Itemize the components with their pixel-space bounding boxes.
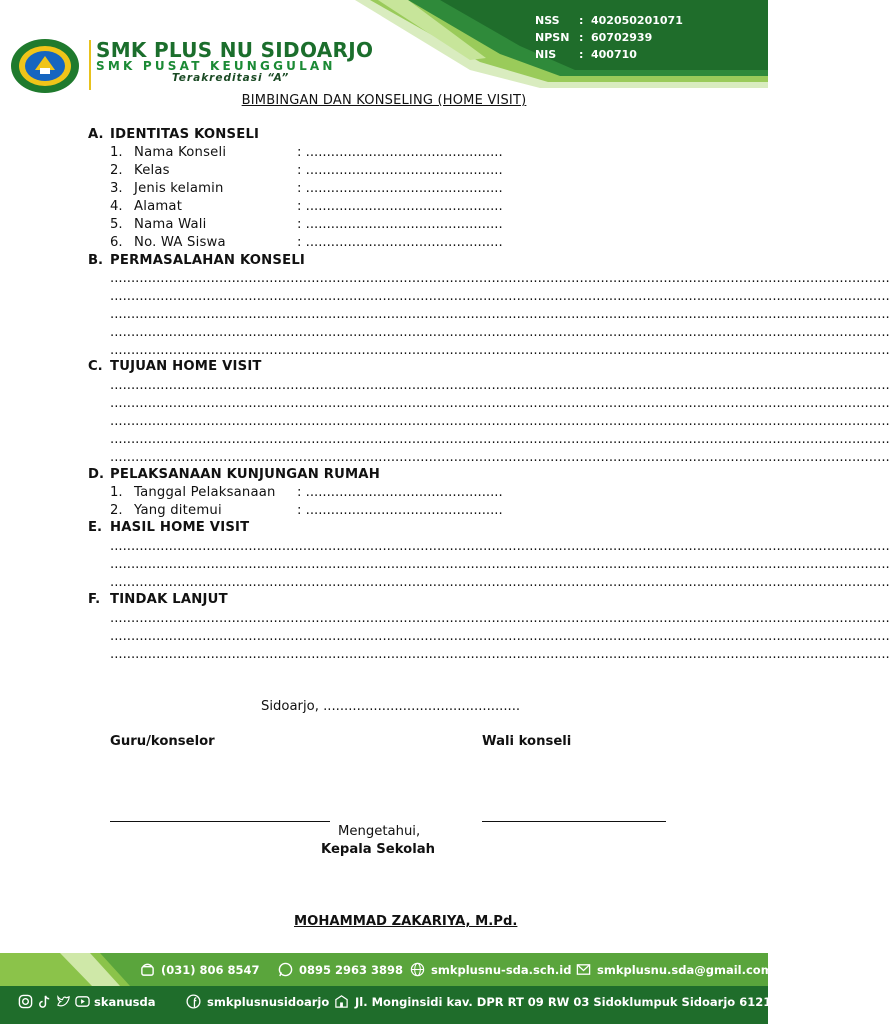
field-label-nama-wali: Nama Wali bbox=[134, 217, 207, 232]
field-label-alamat: Alamat bbox=[134, 199, 183, 214]
school-logo bbox=[10, 38, 80, 94]
id-row-nss: NSS : 402050201071 bbox=[535, 14, 683, 27]
youtube-icon bbox=[75, 994, 90, 1009]
item-number: 3. bbox=[110, 181, 123, 196]
section-f-letter: F. bbox=[88, 592, 101, 607]
item-number: 2. bbox=[110, 503, 123, 518]
field-label-tanggal-pelaksanaan: Tanggal Pelaksanaan bbox=[134, 485, 276, 500]
guardian-role-label: Wali konseli bbox=[482, 734, 572, 749]
counselor-signature-line[interactable] bbox=[110, 821, 330, 822]
field-label-no-wa-siswa: No. WA Siswa bbox=[134, 235, 226, 250]
writing-line[interactable]: .......................................................................................................................................................................................... bbox=[110, 307, 890, 322]
id-value: 400710 bbox=[591, 48, 637, 61]
writing-line[interactable]: .......................................................................................................................................................................................... bbox=[110, 396, 890, 411]
writing-line[interactable]: .......................................................................................................................................................................................... bbox=[110, 647, 890, 662]
footer-email[interactable] bbox=[576, 962, 773, 977]
footer-address-text: Jl. Monginsidi kav. DPR RT 09 RW 03 Sidoklumpuk Sidoarjo 61218 bbox=[355, 994, 780, 1009]
header-divider bbox=[89, 40, 91, 90]
id-label: NPSN bbox=[535, 31, 570, 44]
section-c-letter: C. bbox=[88, 359, 103, 374]
section-c-heading: TUJUAN HOME VISIT bbox=[110, 359, 262, 374]
item-number: 1. bbox=[110, 485, 123, 500]
acknowledged-label: Mengetahui, bbox=[338, 824, 421, 839]
field-blank-alamat[interactable]: : ............................................... bbox=[297, 199, 503, 214]
footer-website[interactable] bbox=[410, 962, 571, 977]
field-blank-nama-wali[interactable]: : ............................................... bbox=[297, 217, 503, 232]
id-row-npsn: NPSN : 60702939 bbox=[535, 31, 653, 44]
counselor-role-label: Guru/konselor bbox=[110, 734, 215, 749]
section-e-letter: E. bbox=[88, 520, 103, 535]
footer-social-handle: skanusda bbox=[94, 994, 156, 1009]
writing-line[interactable]: .......................................................................................................................................................................................... bbox=[110, 271, 890, 286]
section-f-heading: TINDAK LANJUT bbox=[110, 592, 228, 607]
school-name: SMK PLUS NU SIDOARJO bbox=[96, 38, 374, 62]
writing-line[interactable]: .......................................................................................................................................................................................... bbox=[110, 450, 890, 465]
writing-line[interactable]: .......................................................................................................................................................................................... bbox=[110, 432, 890, 447]
writing-line[interactable]: .......................................................................................................................................................................................... bbox=[110, 325, 890, 340]
footer-website-text: smkplusnu-sda.sch.id bbox=[431, 962, 572, 977]
writing-line[interactable]: .......................................................................................................................................................................................... bbox=[110, 611, 890, 626]
writing-line[interactable]: .......................................................................................................................................................................................... bbox=[110, 539, 890, 554]
id-value: 60702939 bbox=[591, 31, 653, 44]
field-label-jenis-kelamin: Jenis kelamin bbox=[134, 181, 224, 196]
mail-icon bbox=[576, 962, 591, 977]
section-b-letter: B. bbox=[88, 253, 104, 268]
writing-line[interactable]: .......................................................................................................................................................................................... bbox=[110, 629, 890, 644]
section-d-letter: D. bbox=[88, 467, 104, 482]
item-number: 4. bbox=[110, 199, 123, 214]
field-label-kelas: Kelas bbox=[134, 163, 170, 178]
accreditation-label: Terakreditasi “A” bbox=[172, 72, 290, 84]
id-value: 402050201071 bbox=[591, 14, 683, 27]
letterhead-footer bbox=[0, 953, 780, 1024]
footer-email-text: smkplusnu.sda@gmail.com bbox=[597, 962, 773, 977]
footer-phone[interactable] bbox=[140, 962, 260, 977]
writing-line[interactable]: .......................................................................................................................................................................................... bbox=[110, 289, 890, 304]
guardian-signature-line[interactable] bbox=[482, 821, 666, 822]
section-d-heading: PELAKSANAAN KUNJUNGAN RUMAH bbox=[110, 467, 380, 482]
place-date-line[interactable]: Sidoarjo, ............................................... bbox=[261, 699, 521, 714]
writing-line[interactable]: .......................................................................................................................................................................................... bbox=[110, 414, 890, 429]
field-blank-tanggal-pelaksanaan[interactable]: : ............................................... bbox=[297, 485, 503, 500]
section-b-heading: PERMASALAHAN KONSELI bbox=[110, 253, 306, 268]
instagram-icon bbox=[18, 994, 33, 1009]
id-row-nis: NIS : 400710 bbox=[535, 48, 637, 61]
building-icon bbox=[334, 994, 349, 1009]
globe-icon bbox=[410, 962, 425, 977]
writing-line[interactable]: .......................................................................................................................................................................................... bbox=[110, 575, 890, 590]
writing-line[interactable]: .......................................................................................................................................................................................... bbox=[110, 343, 890, 358]
section-a-heading: IDENTITAS KONSELI bbox=[110, 127, 260, 142]
item-number: 1. bbox=[110, 145, 123, 160]
writing-line[interactable]: .......................................................................................................................................................................................... bbox=[110, 557, 890, 572]
field-blank-kelas[interactable]: : ............................................... bbox=[297, 163, 503, 178]
tiktok-icon bbox=[37, 994, 52, 1009]
item-number: 5. bbox=[110, 217, 123, 232]
section-e-heading: HASIL HOME VISIT bbox=[110, 520, 250, 535]
facebook-icon bbox=[186, 994, 201, 1009]
footer-facebook[interactable] bbox=[186, 994, 329, 1009]
whatsapp-icon bbox=[278, 962, 293, 977]
twitter-icon bbox=[56, 994, 71, 1009]
principal-name: MOHAMMAD ZAKARIYA, M.Pd. bbox=[294, 914, 518, 929]
footer-address bbox=[334, 994, 779, 1009]
id-label: NIS bbox=[535, 48, 557, 61]
school-tagline: SMK PUSAT KEUNGGULAN bbox=[96, 59, 336, 73]
item-number: 2. bbox=[110, 163, 123, 178]
footer-social[interactable] bbox=[18, 994, 155, 1009]
section-a-letter: A. bbox=[88, 127, 104, 142]
field-blank-nama-konseli[interactable]: : ............................................... bbox=[297, 145, 503, 160]
field-label-yang-ditemui: Yang ditemui bbox=[134, 503, 222, 518]
footer-whatsapp-text: 0895 2963 3898 bbox=[299, 962, 404, 977]
field-blank-yang-ditemui[interactable]: : ............................................... bbox=[297, 503, 503, 518]
field-label-nama-konseli: Nama Konseli bbox=[134, 145, 227, 160]
footer-facebook-text: smkplusnusidoarjo bbox=[207, 994, 330, 1009]
footer-phone-text: (031) 806 8547 bbox=[161, 962, 260, 977]
writing-line[interactable]: .......................................................................................................................................................................................... bbox=[110, 378, 890, 393]
letterhead bbox=[0, 0, 768, 96]
field-blank-jenis-kelamin[interactable]: : ............................................... bbox=[297, 181, 503, 196]
field-blank-no-wa-siswa[interactable]: : ............................................... bbox=[297, 235, 503, 250]
item-number: 6. bbox=[110, 235, 123, 250]
phone-icon bbox=[140, 962, 155, 977]
id-label: NSS bbox=[535, 14, 560, 27]
principal-title: Kepala Sekolah bbox=[321, 842, 436, 857]
school-id-block bbox=[535, 12, 683, 63]
document-title: BIMBINGAN DAN KONSELING (HOME VISIT) bbox=[241, 93, 527, 108]
footer-whatsapp[interactable] bbox=[278, 962, 403, 977]
